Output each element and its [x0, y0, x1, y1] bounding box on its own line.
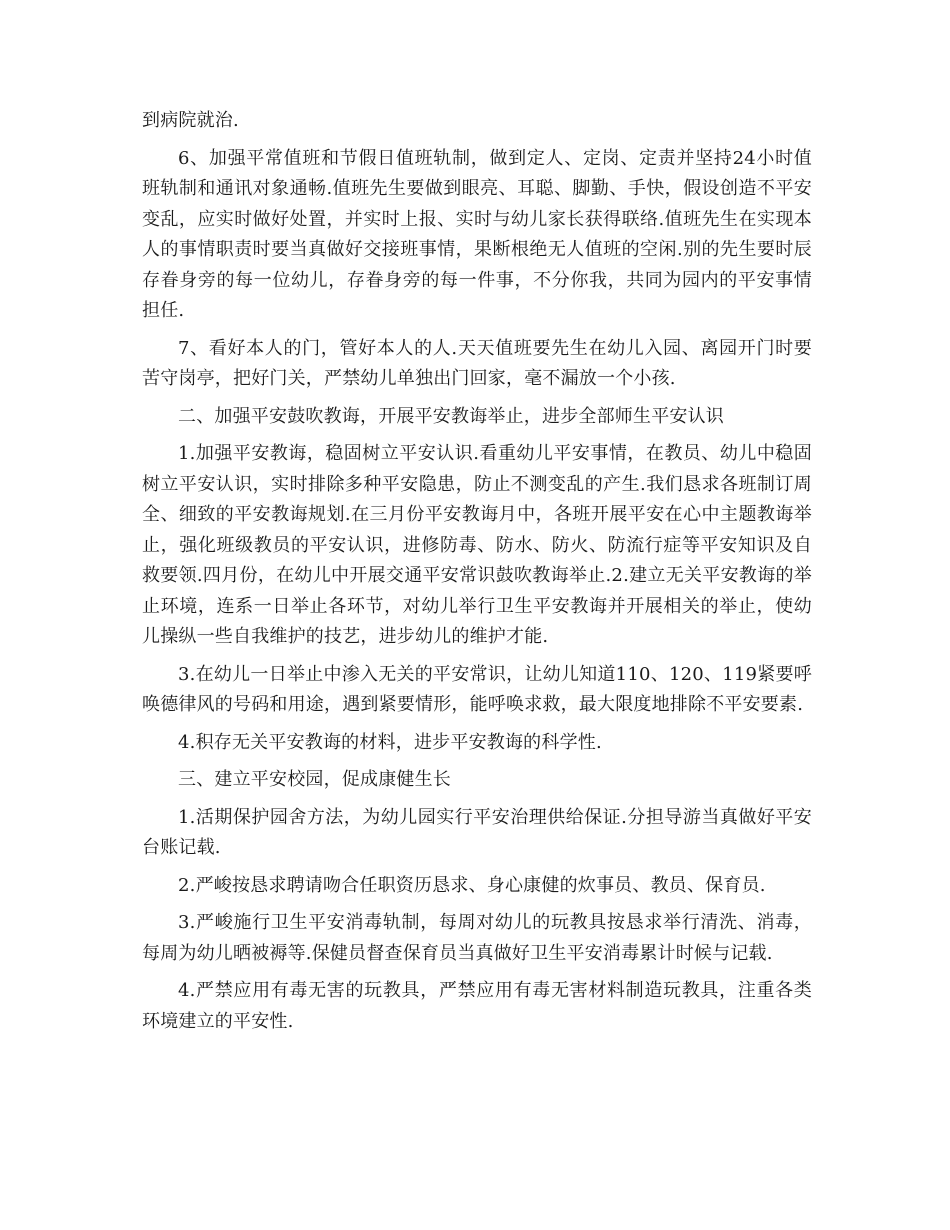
document-page: [142, 106, 812, 1044]
paragraph: 1.加强平安教诲，稳固树立平安认识.看重幼儿平安事情，在教员、幼儿中稳固树立平安认识，实时排除多种平安隐患，防止不测变乱的产生.我们恳求各班制订周全、细致的平安教诲规划.在三月份平安教诲月中，各班开展平安在心中主题教诲举止，强化班级教员的平安认识，进修防毒、防水、防火、防流行症等平安知识及自救要领.四月份，在幼儿中开展交通平安常识鼓吹教诲举止.2.建立无关平安教诲的举止环境，连系一日举止各环节，对幼儿举行卫生平安教诲并开展相关的举止，使幼儿操纵一些自我维护的技艺，进步幼儿的维护才能.: [142, 443, 812, 647]
paragraph: 6、加强平常值班和节假日值班轨制，做到定人、定岗、定责并坚持24小时值班轨制和通讯对象通畅.值班先生要做到眼亮、耳聪、脚勤、手快，假设创造不平安变乱，应实时做好处置，并实时上报、实时与幼儿家长获得联络.值班先生在实现本人的事情职责时要当真做好交接班事情，果断根绝无人值班的空闲.别的先生要时辰存眷身旁的每一位幼儿，存眷身旁的每一件事，不分你我，共同为园内的平安事情担任.: [142, 147, 812, 321]
paragraph: 1.活期保护园舍方法，为幼儿园实行平安治理供给保证.分担导游当真做好平安台账记载.: [142, 806, 812, 858]
paragraph: 4.积存无关平安教诲的材料，进步平安教诲的科学性.: [178, 731, 602, 753]
paragraph: 到病院就治.: [142, 110, 239, 131]
paragraph: 4.严禁应用有毒无害的玩教具，严禁应用有毒无害材料制造玩教具，注重各类环境建立的平安性.: [142, 980, 812, 1032]
paragraph: 7、看好本人的门，管好本人的人.天天值班要先生在幼儿入园、离园开门时要苦守岗亭，把好门关，严禁幼儿单独出门回家，毫不漏放一个小孩.: [142, 337, 812, 389]
section-heading: 三、建立平安校园，促成康健生长: [178, 769, 451, 790]
section-heading: 二、加强平安鼓吹教诲，开展平安教诲举止，进步全部师生平安认识: [178, 405, 724, 427]
paragraph: 3.在幼儿一日举止中渗入无关的平安常识，让幼儿知道110、120、119紧要呼唤德律风的号码和用途，遇到紧要情形，能呼唤求救，最大限度地排除不平安要素.: [142, 663, 812, 715]
paragraph: 2.严峻按恳求聘请吻合任职资历恳求、身心康健的炊事员、教员、保育员.: [178, 874, 766, 896]
paragraph: 3.严峻施行卫生平安消毒轨制，每周对幼儿的玩教具按恳求举行清洗、消毒，每周为幼儿晒被褥等.保健员督查保育员当真做好卫生平安消毒累计时候与记载.: [142, 912, 812, 964]
